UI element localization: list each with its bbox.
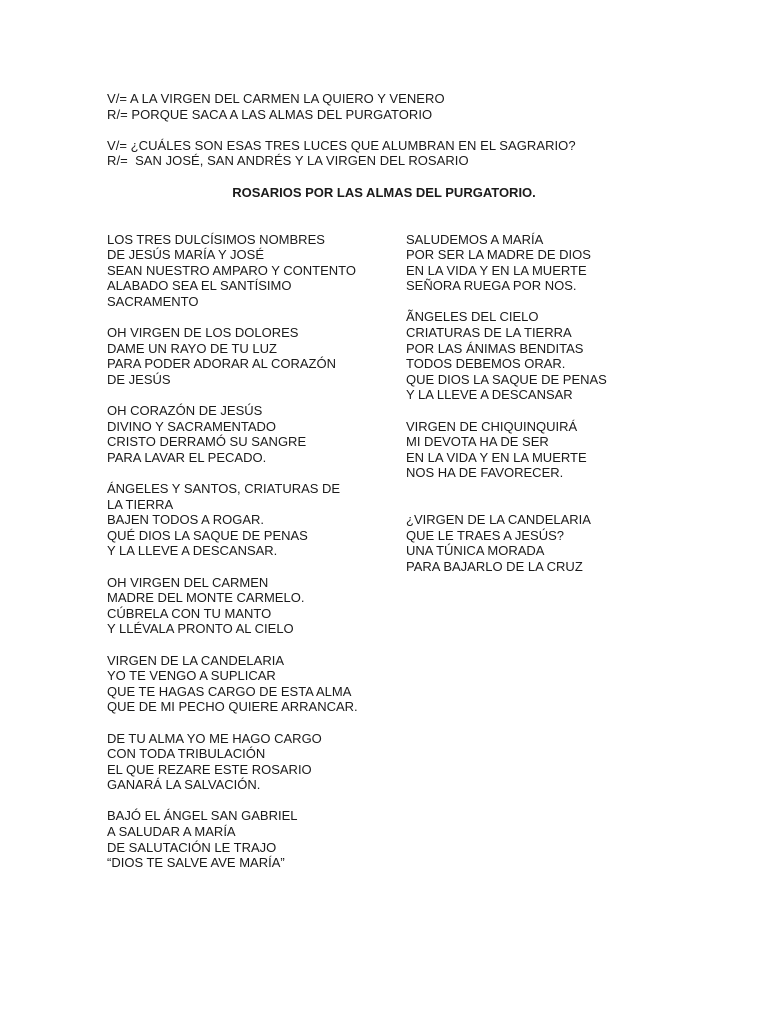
stanza xyxy=(406,419,607,481)
stanza xyxy=(107,403,358,465)
stanza xyxy=(107,481,358,559)
verse-line: SEÑORA RUEGA POR NOS. xyxy=(406,278,577,294)
verse-line: ÁNGELES Y SANTOS, CRIATURAS DE xyxy=(107,481,341,496)
stanza xyxy=(406,309,607,403)
verse-line: “DIOS TE SALVE AVE MARÍA” xyxy=(107,855,285,871)
verse-line: EN LA VIDA Y EN LA MUERTE xyxy=(406,262,587,278)
verse-line: VIRGEN DE LA CANDELARIA xyxy=(107,652,284,668)
verse-line: VIRGEN DE CHIQUINQUIRÁ xyxy=(406,418,578,434)
verse-line: DE JESÚS xyxy=(107,371,171,387)
verse-line: PARA BAJARLO DE LA CRUZ xyxy=(406,558,583,574)
verse-line: GANARÁ LA SALVACIÓN. xyxy=(107,777,261,793)
verse-line: Y LA LLEVE A DESCANSAR. xyxy=(107,543,278,559)
stanza xyxy=(107,325,358,387)
stanza xyxy=(107,653,358,715)
verse-line: QUE TE HAGAS CARGO DE ESTA ALMA xyxy=(107,683,352,699)
verse-line: OH VIRGEN DEL CARMEN xyxy=(107,574,269,590)
verse-line: QUE DIOS LA SAQUE DE PENAS xyxy=(406,371,607,387)
intro-verse-line: V/= ¿CUÁLES SON ESAS TRES LUCES QUE ALUMBRAN EN EL SAGRARIO? xyxy=(107,137,576,153)
verse-line: Y LLÉVALA PRONTO AL CIELO xyxy=(107,621,294,637)
verse-line: SALUDEMOS A MARÍA xyxy=(406,231,544,247)
stanza xyxy=(107,232,358,310)
verse-line: BAJEN TODOS A ROGAR. xyxy=(107,512,265,528)
verse-line: EL QUE REZARE ESTE ROSARIO xyxy=(107,761,312,777)
verse-line: UNA TÚNICA MORADA xyxy=(406,543,545,559)
verse-line: SACRAMENTO xyxy=(107,293,199,309)
verse-line: DE TU ALMA YO ME HAGO CARGO xyxy=(107,730,322,746)
document-title: ROSARIOS POR LAS ALMAS DEL PURGATORIO. xyxy=(232,185,536,200)
verse-line: Y LA LLEVE A DESCANSAR xyxy=(406,387,573,403)
verse-line: CON TODA TRIBULACIÓN xyxy=(107,746,266,762)
stanza xyxy=(107,575,358,637)
verse-line: QUÉ DIOS LA SAQUE DE PENAS xyxy=(107,527,308,543)
intro-response-line: R/= PORQUE SACA A LAS ALMAS DEL PURGATORIO xyxy=(107,106,433,122)
verse-line: CRISTO DERRAMÓ SU SANGRE xyxy=(107,434,307,450)
verse-line: CRIATURAS DE LA TIERRA xyxy=(406,325,572,341)
verse-line: OH VIRGEN DE LOS DOLORES xyxy=(107,325,299,341)
stanza xyxy=(406,512,607,574)
verse-line: OH CORAZÓN DE JESÚS xyxy=(107,403,263,419)
verse-line: POR LAS ÁNIMAS BENDITAS xyxy=(406,340,584,356)
verse-line: A SALUDAR A MARÍA xyxy=(107,824,236,840)
verse-line: MADRE DEL MONTE CARMELO. xyxy=(107,590,305,606)
verse-line: CÚBRELA CON TU MANTO xyxy=(107,605,272,621)
verse-line: TODOS DEBEMOS ORAR. xyxy=(406,356,566,372)
verse-line: DE JESÚS MARÍA Y JOSÉ xyxy=(107,247,265,263)
verse-line: SEAN NUESTRO AMPARO Y CONTENTO xyxy=(107,262,356,278)
verse-line: PARA PODER ADORAR AL CORAZÓN xyxy=(107,356,336,372)
left-column xyxy=(107,232,358,887)
stanza xyxy=(107,731,358,793)
verse-line: ÃNGELES DEL CIELO xyxy=(406,309,539,325)
verse-line: ALABADO SEA EL SANTÍSIMO xyxy=(107,278,292,294)
verse-line: QUE DE MI PECHO QUIERE ARRANCAR. xyxy=(107,699,358,715)
intro-verse-line: V/= A LA VIRGEN DEL CARMEN LA QUIERO Y VENERO xyxy=(107,91,445,106)
verse-line: LOS TRES DULCÍSIMOS NOMBRES xyxy=(107,231,325,247)
verse-line: NOS HA DE FAVORECER. xyxy=(406,465,564,481)
verse-line: QUE LE TRAES A JESÚS? xyxy=(406,527,564,543)
verse-line: DAME UN RAYO DE TU LUZ xyxy=(107,340,277,356)
right-column xyxy=(406,232,607,590)
verse-line: MI DEVOTA HA DE SER xyxy=(406,434,549,450)
intro-response-line: R/= SAN JOSÉ, SAN ANDRÉS Y LA VIRGEN DEL ROSARIO xyxy=(107,153,469,168)
verse-line: YO TE VENGO A SUPLICAR xyxy=(107,668,276,684)
verse-line: LA TIERRA xyxy=(107,496,174,512)
verse-line: EN LA VIDA Y EN LA MUERTE xyxy=(406,449,587,465)
verse-line: DE SALUTACIÓN LE TRAJO xyxy=(107,839,277,855)
verse-line: BAJÓ EL ÁNGEL SAN GABRIEL xyxy=(107,808,298,824)
verse-line: ¿VIRGEN DE LA CANDELARIA xyxy=(406,512,591,527)
stanza xyxy=(406,232,607,294)
stanza xyxy=(107,808,358,870)
verse-line: PARA LAVAR EL PECADO. xyxy=(107,449,267,465)
verse-line: POR SER LA MADRE DE DIOS xyxy=(406,247,591,263)
verse-line: DIVINO Y SACRAMENTADO xyxy=(107,418,277,434)
